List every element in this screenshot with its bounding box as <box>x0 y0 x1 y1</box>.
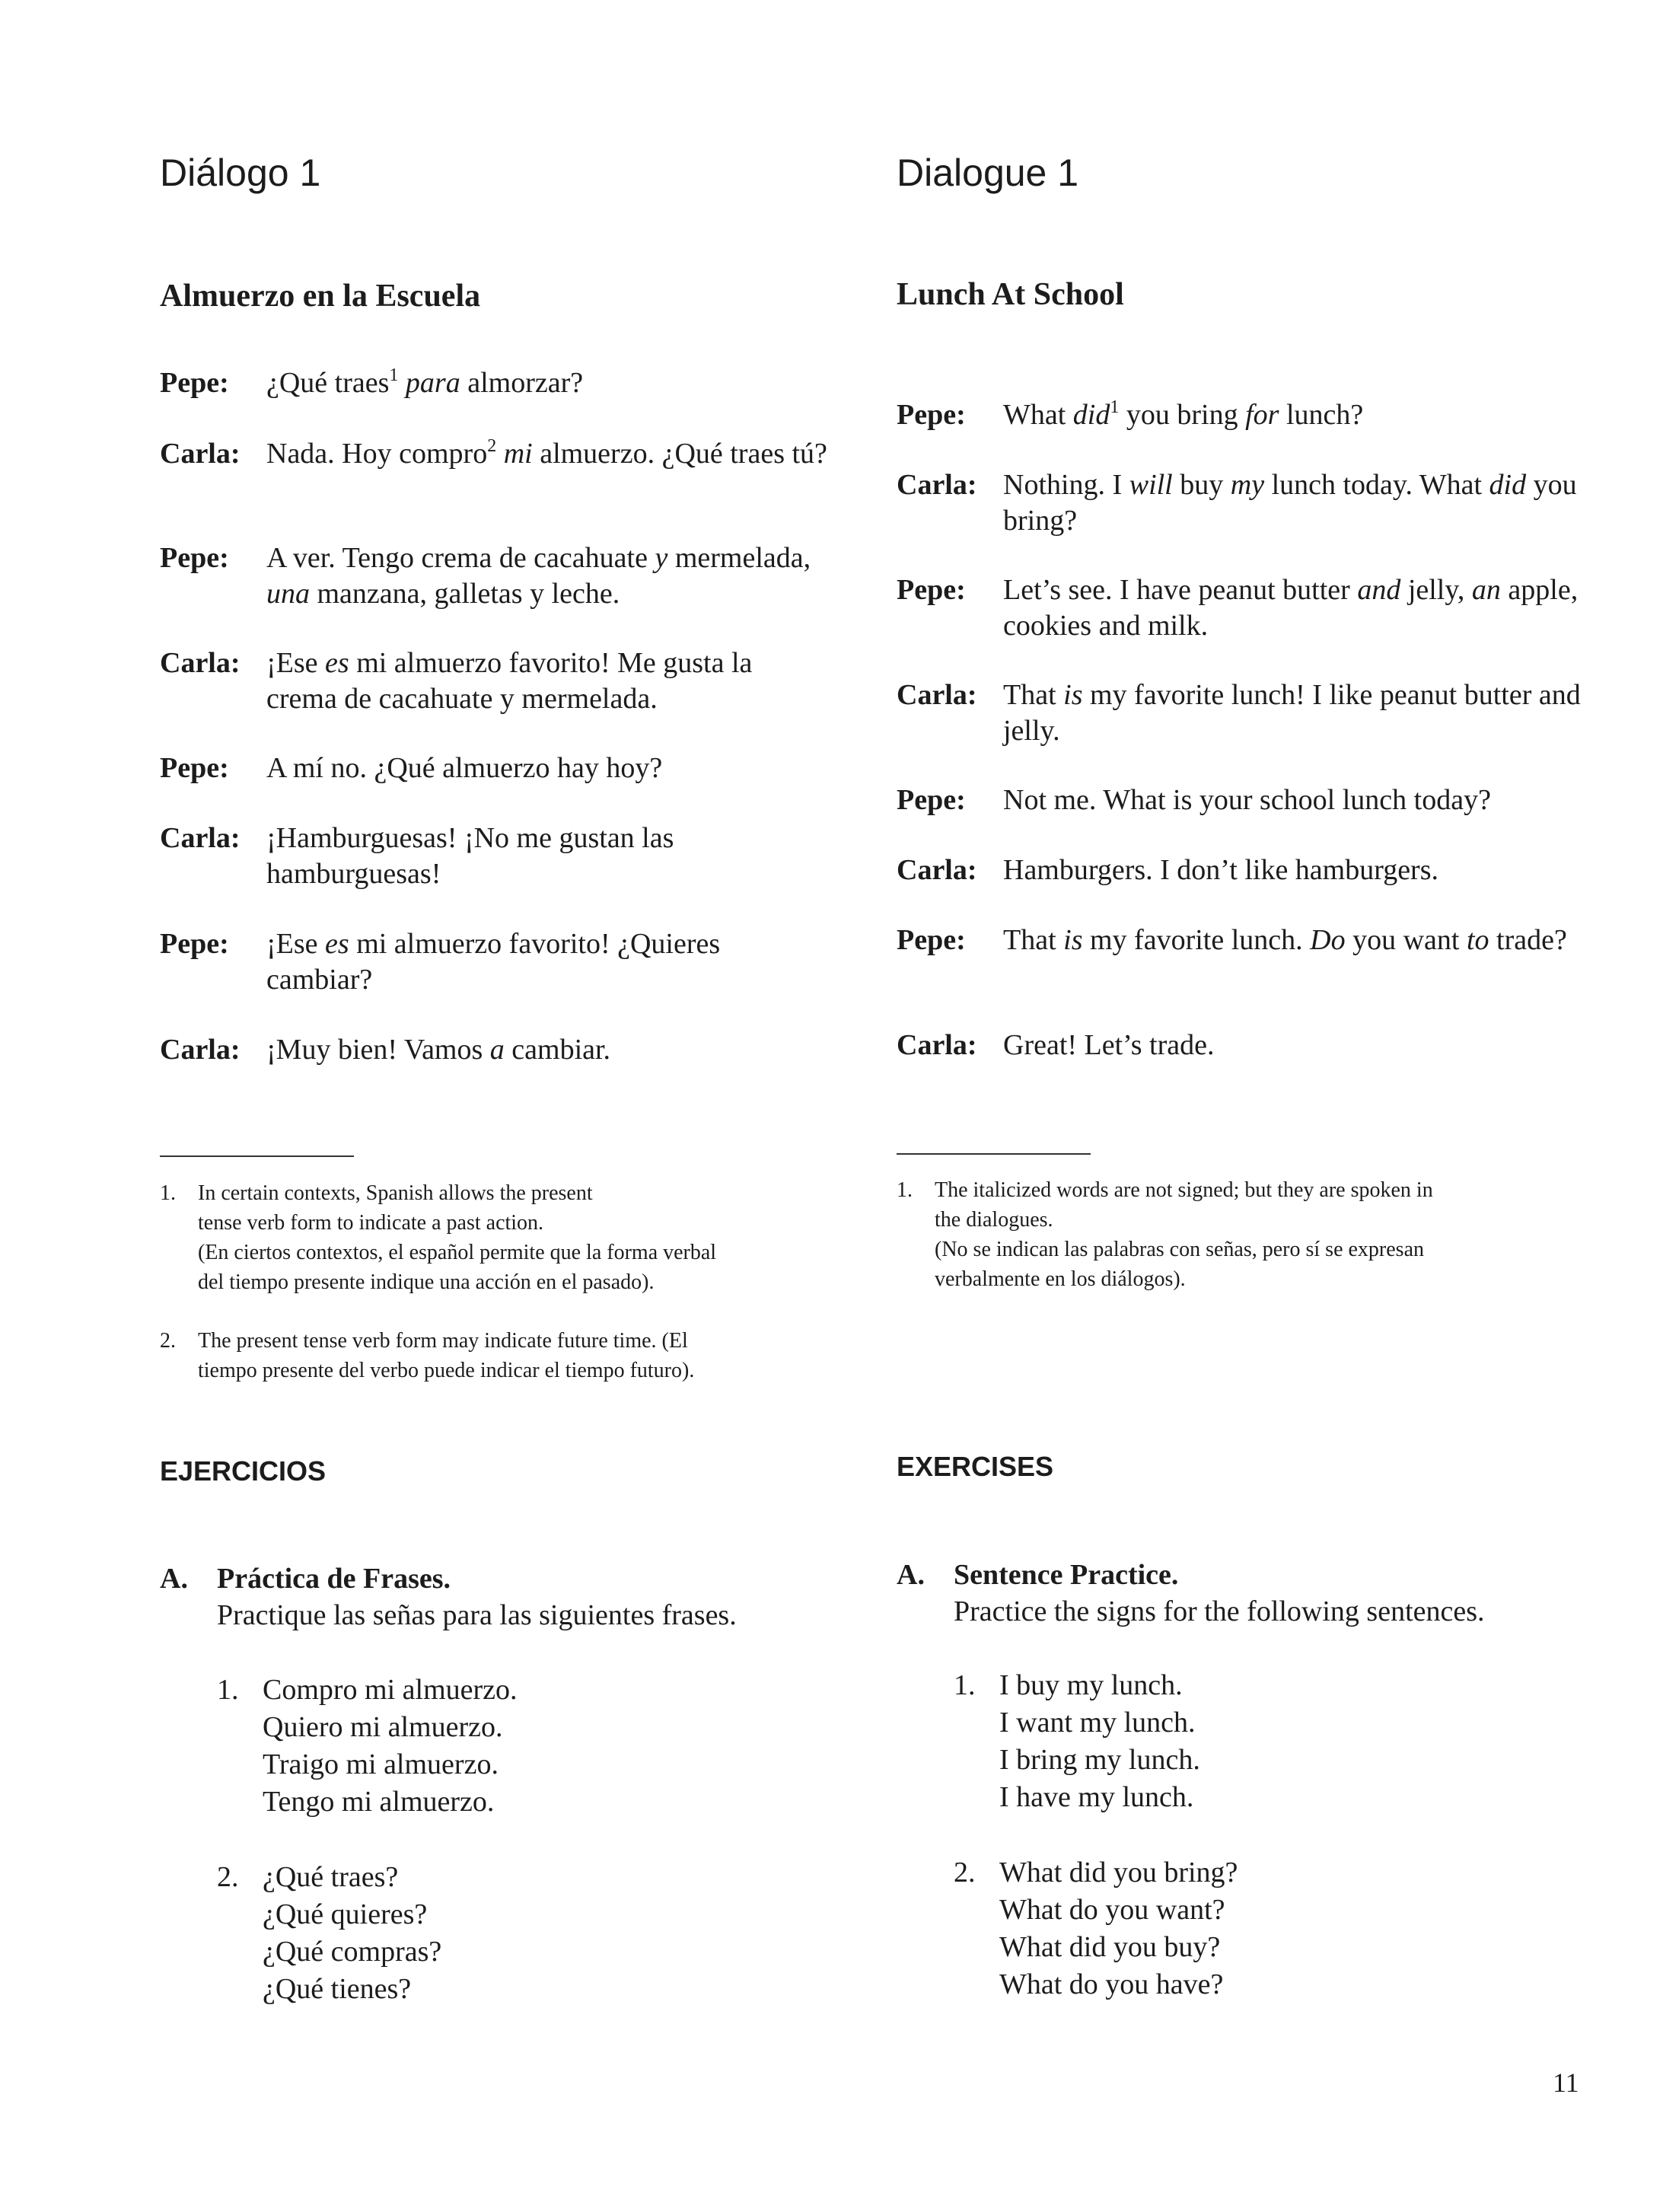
speaker-name: Pepe: <box>897 574 966 606</box>
speech-text: Nada. Hoy compro$^2$ mi almuerzo. ¿Qué traes tú? <box>266 436 827 470</box>
dialogue-line <box>160 436 830 476</box>
sentence: What did you bring? <box>999 1857 1238 1888</box>
group-number: 2. <box>217 1861 239 1893</box>
speaker-name: Carla: <box>897 854 977 886</box>
speech-text: A mí no. ¿Qué almuerzo hay hoy? <box>266 752 663 784</box>
speaker-name: Pepe: <box>160 752 229 784</box>
group-items <box>999 1667 1582 1816</box>
sentence: ¿Qué quieres? <box>263 1898 428 1930</box>
exercise-letter: A. <box>160 1563 188 1595</box>
footnote-line: verbalmente en los diálogos). <box>935 1267 1186 1291</box>
footnote <box>897 1175 1582 1294</box>
dialogue-line <box>160 751 830 786</box>
dialogue-line <box>160 540 830 612</box>
footnote-line: the dialogues. <box>935 1208 1053 1232</box>
dialogue-line <box>897 923 1582 958</box>
exercise-instruction: Practice the signs for the following sentences. <box>954 1595 1485 1627</box>
speech-text: ¿Qué traes$^1$ para almorzar? <box>266 365 584 399</box>
dialogue-line <box>897 853 1582 888</box>
sentence-group <box>160 1672 830 1821</box>
dialogue-line <box>160 365 830 405</box>
group-number: 2. <box>954 1857 976 1888</box>
exercises-heading: EJERCICIOS <box>160 1455 327 1487</box>
dialogue-line <box>897 677 1582 749</box>
group-items <box>263 1672 830 1821</box>
sentence-group <box>160 1859 830 2008</box>
dialogue-line <box>897 1028 1582 1063</box>
speaker-name: Carla: <box>160 1034 241 1066</box>
footnote-line: del tiempo presente indique una acción en el pasado). <box>198 1270 655 1294</box>
speaker-name: Pepe: <box>897 924 966 956</box>
sentence: ¿Qué traes? <box>263 1861 399 1893</box>
sentence: What did you buy? <box>999 1931 1221 1963</box>
speech-text: What did$^1$ you bring for lunch? <box>1003 397 1364 431</box>
sentence-group <box>897 1667 1582 1816</box>
footnote-rule <box>897 1153 1091 1155</box>
group-number: 1. <box>954 1669 976 1701</box>
speaker-name: Pepe: <box>897 399 966 431</box>
speech-text: That is my favorite lunch! I like peanut butter and jelly. <box>1003 679 1581 747</box>
sentence: I bring my lunch. <box>999 1744 1200 1776</box>
footnote-number: 2. <box>160 1329 176 1353</box>
sentence: Quiero mi almuerzo. <box>263 1711 503 1743</box>
sentence: I buy my lunch. <box>999 1669 1183 1701</box>
sentence-group <box>897 1854 1582 2003</box>
footnote-text <box>198 1326 830 1385</box>
spanish-heading: Diálogo 1 <box>160 151 321 194</box>
exercises-heading: EXERCISES <box>897 1451 1054 1482</box>
sentence: Traigo mi almuerzo. <box>263 1748 499 1780</box>
exercise-title: Práctica de Frases. <box>217 1563 451 1595</box>
speech-text: A ver. Tengo crema de cacahuate y mermelada, una manzana, galletas y leche. <box>266 542 811 610</box>
footnote-number: 1. <box>897 1178 913 1202</box>
footnote <box>160 1178 830 1297</box>
sentence: I want my lunch. <box>999 1707 1196 1739</box>
sentence: What do you want? <box>999 1894 1225 1926</box>
dialogue-line <box>160 645 830 717</box>
speaker-name: Carla: <box>897 1029 977 1061</box>
speaker-name: Carla: <box>160 647 241 679</box>
speaker-name: Carla: <box>160 438 241 470</box>
dialogue-line <box>160 1032 830 1068</box>
speaker-name: Pepe: <box>160 367 229 399</box>
dialogue-line <box>897 782 1582 818</box>
speaker-name: Carla: <box>897 469 977 501</box>
footnote-line: (No se indican las palabras con señas, pero sí se expresan <box>935 1238 1425 1261</box>
sentence: ¿Qué compras? <box>263 1936 442 1968</box>
exercise-a <box>897 1557 1582 1630</box>
speech-text: ¡Ese es mi almuerzo favorito! Me gusta la crema de cacahuate y mermelada. <box>266 647 753 715</box>
dialogue-line <box>160 926 830 998</box>
sentence: What do you have? <box>999 1968 1224 2000</box>
page-number: 11 <box>1553 2067 1579 2098</box>
group-items <box>263 1859 830 2008</box>
footnote-rule <box>160 1155 354 1157</box>
footnote-line: tense verb form to indicate a past action. <box>198 1211 544 1235</box>
dialogue-line <box>897 467 1582 539</box>
speaker-name: Carla: <box>897 679 977 711</box>
dialogue-line <box>897 572 1582 644</box>
footnote-line: (En ciertos contextos, el español permite que la forma verbal <box>198 1241 717 1264</box>
dialogue-line <box>160 821 830 892</box>
speech-text: ¡Ese es mi almuerzo favorito! ¿Quieres cambiar? <box>266 928 721 996</box>
speech-text: Nothing. I will buy my lunch today. What did you bring? <box>1003 469 1577 537</box>
footnote-line: tiempo presente del verbo puede indicar el tiempo futuro). <box>198 1359 695 1382</box>
speech-text: Let’s see. I have peanut butter and jelly, an apple, cookies and milk. <box>1003 574 1579 642</box>
exercise-instruction: Practique las señas para las siguientes frases. <box>217 1599 737 1631</box>
footnote-line: In certain contexts, Spanish allows the present <box>198 1181 593 1205</box>
footnote-number: 1. <box>160 1181 176 1205</box>
footnote-line: The present tense verb form may indicate future time. (El <box>198 1329 688 1353</box>
sentence: ¿Qué tienes? <box>263 1973 412 2005</box>
english-heading: Dialogue 1 <box>897 151 1079 194</box>
dialogue-line <box>897 397 1582 437</box>
group-items <box>999 1854 1582 2003</box>
speech-text: That is my favorite lunch. Do you want to trade? <box>1003 924 1567 956</box>
footnote-line: The italicized words are not signed; but they are spoken in <box>935 1178 1433 1202</box>
speech-text: Hamburgers. I don’t like hamburgers. <box>1003 854 1439 886</box>
speech-text: Great! Let’s trade. <box>1003 1029 1215 1061</box>
exercise-a <box>160 1560 830 1634</box>
speaker-name: Pepe: <box>160 928 229 960</box>
speaker-name: Pepe: <box>897 784 966 816</box>
sentence: Compro mi almuerzo. <box>263 1674 518 1706</box>
speaker-name: Carla: <box>160 822 241 854</box>
speech-text: Not me. What is your school lunch today? <box>1003 784 1491 816</box>
exercise-letter: A. <box>897 1559 925 1591</box>
speech-text: ¡Muy bien! Vamos a cambiar. <box>266 1034 611 1066</box>
speech-text: ¡Hamburguesas! ¡No me gustan las hamburguesas! <box>266 822 674 890</box>
spanish-subtitle: Almuerzo en la Escuela <box>160 279 481 314</box>
footnote-text <box>935 1175 1582 1294</box>
group-number: 1. <box>217 1674 239 1706</box>
speaker-name: Pepe: <box>160 542 229 574</box>
footnote-text <box>198 1178 830 1297</box>
footnote <box>160 1326 830 1385</box>
sentence: I have my lunch. <box>999 1781 1194 1813</box>
sentence: Tengo mi almuerzo. <box>263 1786 495 1818</box>
exercise-title: Sentence Practice. <box>954 1559 1179 1591</box>
english-subtitle: Lunch At School <box>897 277 1124 312</box>
